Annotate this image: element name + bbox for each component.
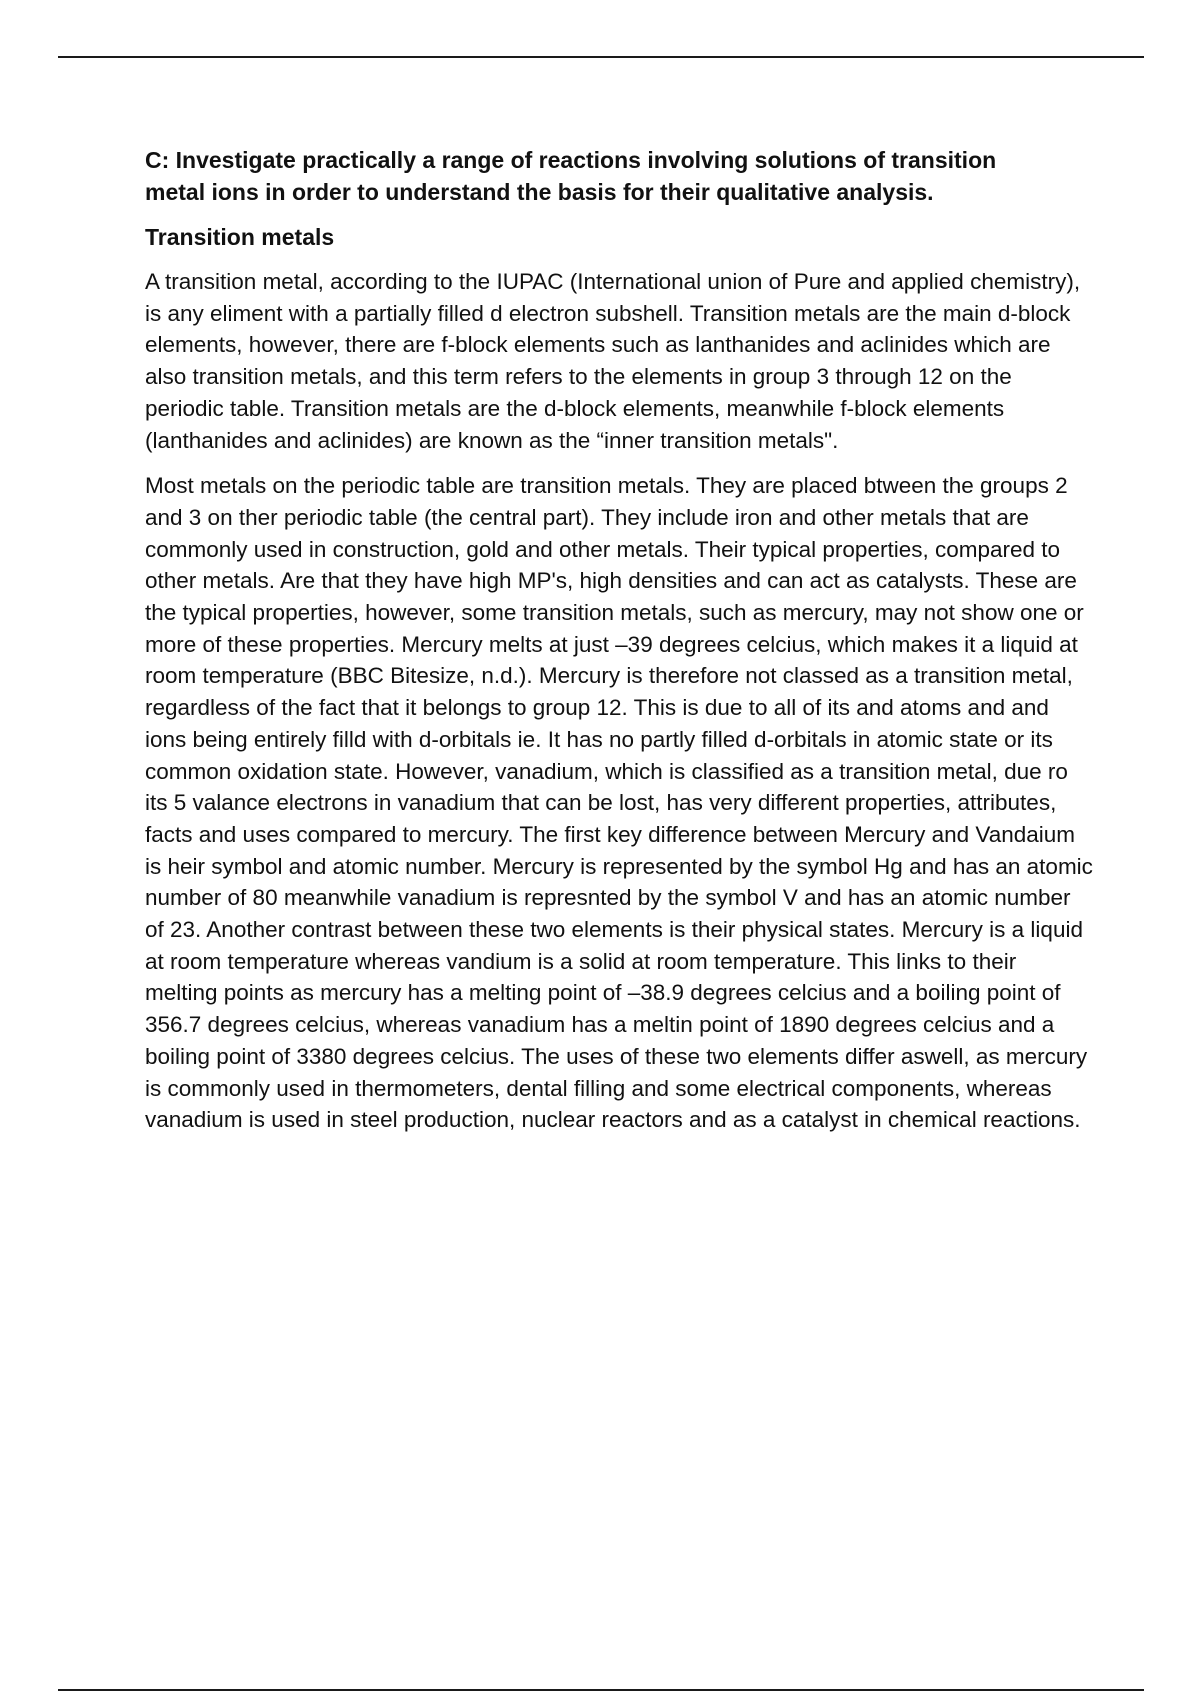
header-rule xyxy=(58,56,1144,58)
task-heading: C: Investigate practically a range of reactions involving solutions of transition metal ions in order to understand the basis for their qualitative analysis. xyxy=(145,147,997,205)
paragraph-definition: A transition metal, according to the IUPAC (International union of Pure and applied chemistry), is any eliment with a partially filled d electron subshell. Transition metals are the main d-block elements, however, there are f-block elements such as lanthanides and aclinides which are also transition metals, and this term refers to the elements in group 3 through 12 on the periodic table. Transition metals are the d-block elements, meanwhile f-block elements (lanthanides and aclinides) are known as the “inner transition metals". xyxy=(145,269,1081,453)
section-heading: Transition metals xyxy=(145,224,335,250)
footer-rule xyxy=(58,1689,1144,1691)
paragraph-mercury-vanadium: Most metals on the periodic table are transition metals. They are placed btween the groups 2 and 3 on ther periodic table (the central part). They include iron and other metals that are commonly used in construction, gold and other metals. Their typical properties, compared to other metals. Are that they have high MP's, high densities and can act as catalysts. These are the typical properties, however, some transition metals, such as mercury, may not show one or more of these properties. Mercury melts at just –39 degrees celcius, which makes it a liquid at room temperature (BBC Bitesize, n.d.). Mercury is therefore not classed as a transition metal, regardless of the fact that it belongs to group 12. This is due to all of its and atoms and and ions being entirely filld with d-orbitals ie. It has no partly filled d-orbitals in atomic state or its common oxidation state. However, vanadium, which is classified as a transition metal, due ro its 5 valance electrons in vanadium that can be lost, has very different properties, attributes, facts and uses compared to mercury. The first key difference between Mercury and Vandaium is heir symbol and atomic number. Mercury is represented by the symbol Hg and has an atomic number of 80 meanwhile vanadium is represnted by the symbol V and has an atomic number of 23. Another contrast between these two elements is their physical states. Mercury is a liquid at room temperature whereas vandium is a solid at room temperature. This links to their melting points as mercury has a melting point of –38.9 degrees celcius and a boiling point of 356.7 degrees celcius, whereas vanadium has a meltin point of 1890 degrees celcius and a boiling point of 3380 degrees celcius. The uses of these two elements differ aswell, as mercury is commonly used in thermometers, dental filling and some electrical components, whereas vanadium is used in steel production, nuclear reactors and as a catalyst in chemical reactions. xyxy=(145,473,1093,1133)
page-content xyxy=(145,144,1145,1150)
